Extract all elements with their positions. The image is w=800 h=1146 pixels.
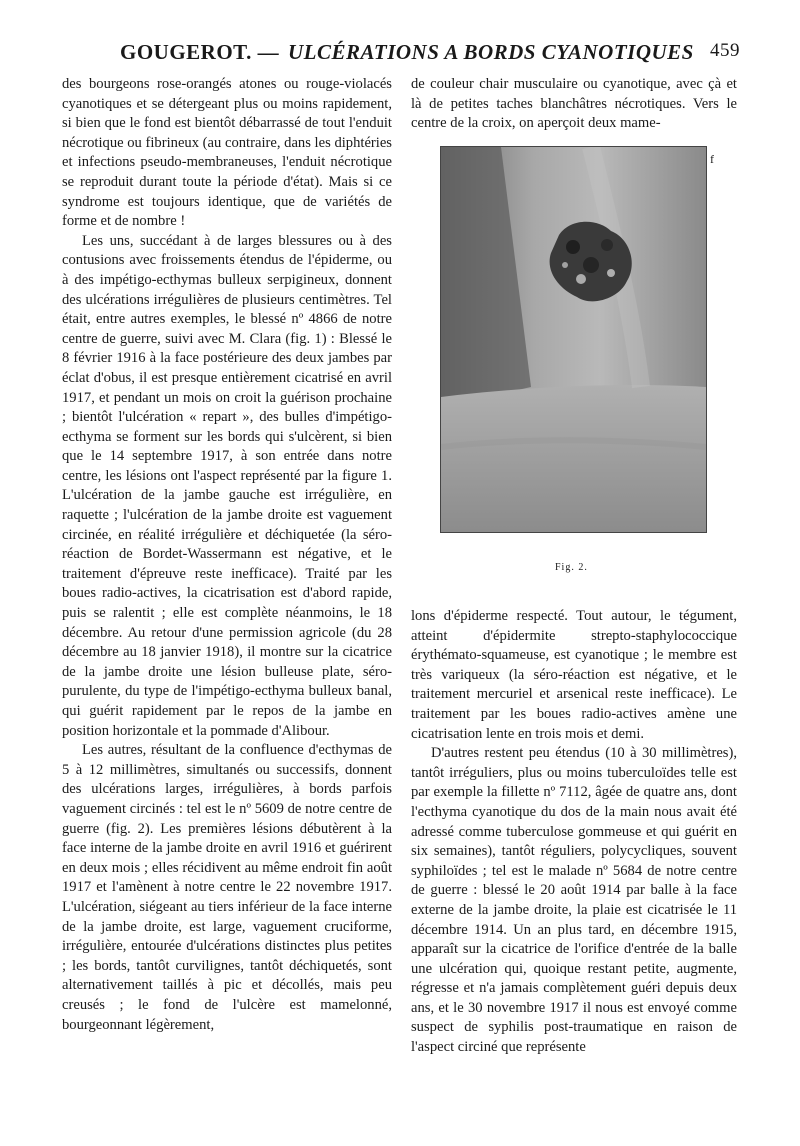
running-header <box>60 40 740 70</box>
leg-ulcer-photo <box>441 147 706 532</box>
left-paragraph-2: Les uns, succédant à de larges blessures ou à des contusions avec froissements étendus de l'épiderme, ou à des impétigo-ecthymas bulleux serpigineux, donnent des ulcérations irrégulières de plusieurs centimètres. Tel était, entre autres exemples, le blessé nº 4866 de notre centre de guerre, suivi avec M. Clara (fig. 1) : Blessé le 8 février 1916 à la face postérieure des deux jambes par éclat d'obus, il est presque entièrement cicatrisé en avril 1917, et pendant un mois on croit la guérison prochaine ; bientôt l'ulcération « repart », des bulles d'impétigo-ecthyma se forment sur les bords qui s'ulcèrent, si bien que le 14 septembre 1917, à son entrée dans notre centre, les lésions ont l'aspect représenté par la figure 1. L'ulcération de la jambe gauche est irrégulière, en raquette ; l'ulcération de la jambe droite est vaguement circinée, en réalité irrégulière et déchiquetée (la séro-réaction de Bordet-Wassermann est négative, et le traitement d'épreuve reste inefficace). Traité par les boues radio-actives, la cicatrisation est d'abord rapide, puis se ralentit ; elle est complète néanmoins, le 18 décembre. Au retour d'une permission agricole (du 28 décembre au 18 janvier 1918), il montre sur la cicatrice de la jambe droite une lésion bulleuse plate, séro-purulente, du type de l'impétigo-ecthyma bulleux banal, qui guérit rapidement par le repos de la jambe en position horizontale et la pommade d'Alibour. <box>62 232 392 739</box>
page-number: 459 <box>710 40 740 61</box>
left-paragraph-3: Les autres, résultant de la confluence d'ecthymas de 5 à 12 millimètres, simultanés ou successifs, donnent des ulcérations larges, irrégulières, à bords parfois vaguement circinés : tel est le nº 5609 de notre centre de guerre (fig. 2). Les premières lésions débutèrent à la face interne de la jambe droite en avril 1916 et guérirent en deux mois ; elles récidivent au même endroit fin août 1917 et l'amènent à notre centre le 22 novembre 1917. L'ulcération, siégeant au tiers inférieur de la face interne de la jambe droite, est large, vaguement cruciforme, irrégulière, entourée d'ulcérations distinctes plus petites ; les bords, tantôt curvilignes, tantôt déchiquetés, sont alternativement taillés à pic et décollés, mais peu creusés ; le fond de l'ulcère est mamelonné, bourgeonnant légèrement, <box>62 742 392 1033</box>
right-bottom-paragraph-1: lons d'épiderme respecté. Tout autour, le tégument, atteint d'épidermite strepto-staphylococcique érythémato-squameuse, est cyanotique ; le membre est très variqueux (la séro-réaction est négative, et le traitement mercuriel et arsenical reste inefficace). Le traitement par les boues radio-actives amène une cicatrisation lente en trois mois et demi. <box>411 608 737 742</box>
right-column-top <box>411 75 737 134</box>
right-column-bottom <box>411 607 737 1058</box>
left-column <box>62 75 392 1035</box>
header-author: GOUGEROT. — <box>120 40 280 64</box>
figure-corner-mark: f <box>710 152 714 166</box>
left-paragraph-1: des bourgeons rose-orangés atones ou rouge-violacés cyanotiques et se détergeant plus ou moins rapidement, si bien que le fond est bientôt débarrassé de tout l'enduit nécrotique ou fibrineux (au contraire, dans les diphtéries et infections pseudo-membraneuses, l'enduit nécrotique se reproduit durant toute la période d'état). Mais si ce syndrome est toujours identique, que de variétés de forme et de nombre ! <box>62 76 392 230</box>
right-bottom-paragraph-2: D'autres restent peu étendus (10 à 30 millimètres), tantôt irréguliers, plus ou moins tuberculoïdes telle est par exemple la fillette nº 7112, âgée de quatre ans, dont l'ecthyma cyanotique du dos de la main nous avait été adressé comme tuberculose gommeuse et qui guérit en six semaines), tantôt réguliers, polycycliques, souvent syphiloïdes ; tel est le malade nº 5684 de notre centre de guerre : blessé le 20 août 1914 par balle à la face externe de la jambe droite, la plaie est cicatrisée le 11 décembre 1914. Un an plus tard, en décembre 1915, apparaît sur la cicatrice de l'orifice d'entrée de la balle une ulcération qui, quoique restant petite, augmente, régresse et n'a jamais complètement guéri depuis deux ans, et le 30 novembre 1917 il nous est envoyé comme suspect de syphilis post-traumatique en raison de l'aspect circiné que représente <box>411 745 737 1056</box>
right-top-paragraph: de couleur chair musculaire ou cyanotique, avec çà et là de petites taches blanchâtres nécrotiques. Vers le centre de la croix, on aperçoit deux mame- <box>411 76 737 132</box>
header-title: ULCÉRATIONS A BORDS CYANOTIQUES <box>288 40 694 64</box>
figure-2-photograph <box>440 146 707 533</box>
figure-caption: Fig. 2. <box>555 562 588 573</box>
